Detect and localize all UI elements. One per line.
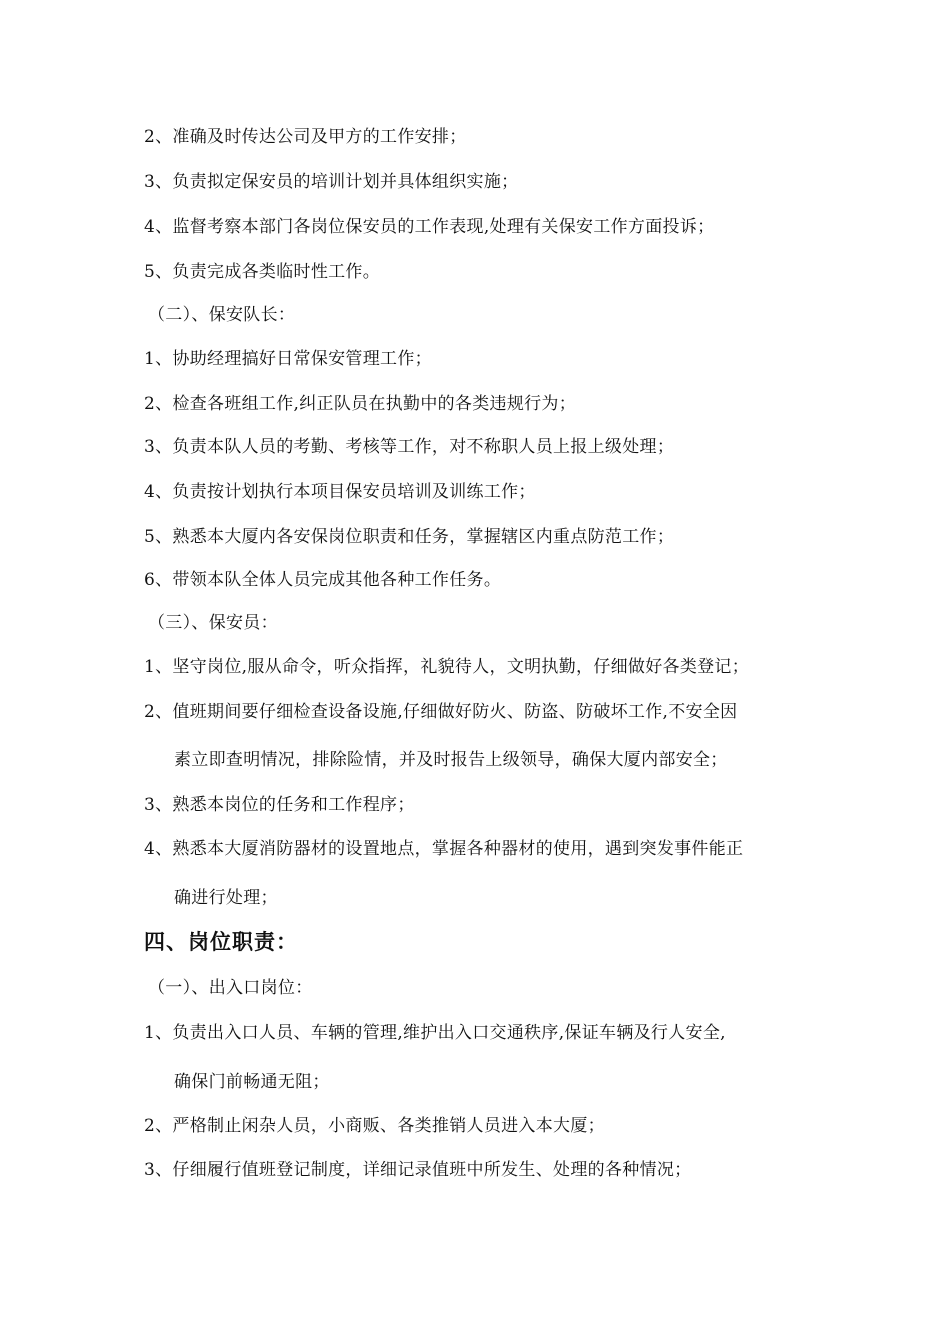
- text-line-continuation: 素立即查明情况，排除险情，并及时报告上级领导，确保大厦内部安全；: [174, 750, 728, 770]
- text-line: 1、协助经理搞好日常保安管理工作；: [144, 349, 432, 369]
- text-line: 3、负责拟定保安员的培训计划并具体组织实施；: [144, 172, 519, 192]
- text-line: 1、坚守岗位,服从命令，听众指挥，礼貌待人，文明执勤，仔细做好各类登记；: [144, 657, 750, 677]
- text-line: 4、监督考察本部门各岗位保安员的工作表现,处理有关保安工作方面投诉；: [144, 217, 715, 237]
- text-line: 1、负责出入口人员、车辆的管理,维护出入口交通秩序,保证车辆及行人安全,: [144, 1023, 726, 1043]
- text-line: 4、负责按计划执行本项目保安员培训及训练工作；: [144, 482, 536, 502]
- text-line: 2、准确及时传达公司及甲方的工作安排；: [144, 127, 467, 147]
- section-subheading: （二）、保安队长：: [148, 305, 296, 325]
- text-line-continuation: 确进行处理；: [174, 888, 278, 908]
- text-line: 2、严格制止闲杂人员，小商贩、各类推销人员进入本大厦；: [144, 1116, 605, 1136]
- text-line: 6、带领本队全体人员完成其他各种工作任务。: [144, 570, 502, 590]
- text-line: 3、仔细履行值班登记制度，详细记录值班中所发生、处理的各种情况；: [144, 1160, 692, 1180]
- text-line: 4、熟悉本大厦消防器材的设置地点，掌握各种器材的使用，遇到突发事件能正: [144, 839, 744, 859]
- section-subheading: （三）、保安员：: [148, 613, 278, 633]
- text-line: 3、负责本队人员的考勤、考核等工作，对不称职人员上报上级处理；: [144, 437, 675, 457]
- section-heading: 四、岗位职责：: [144, 930, 298, 954]
- text-line: 3、熟悉本岗位的任务和工作程序；: [144, 795, 415, 815]
- text-line: 5、负责完成各类临时性工作。: [144, 262, 381, 282]
- text-line-continuation: 确保门前畅通无阻；: [174, 1072, 330, 1092]
- section-subheading: （一）、出入口岗位：: [148, 978, 313, 998]
- text-line: 2、检查各班组工作,纠正队员在执勤中的各类违规行为；: [144, 394, 577, 414]
- text-line: 2、值班期间要仔细检查设备设施,仔细做好防火、防盗、防破坏工作,不安全因: [144, 702, 738, 722]
- text-line: 5、熟悉本大厦内各安保岗位职责和任务，掌握辖区内重点防范工作；: [144, 527, 675, 547]
